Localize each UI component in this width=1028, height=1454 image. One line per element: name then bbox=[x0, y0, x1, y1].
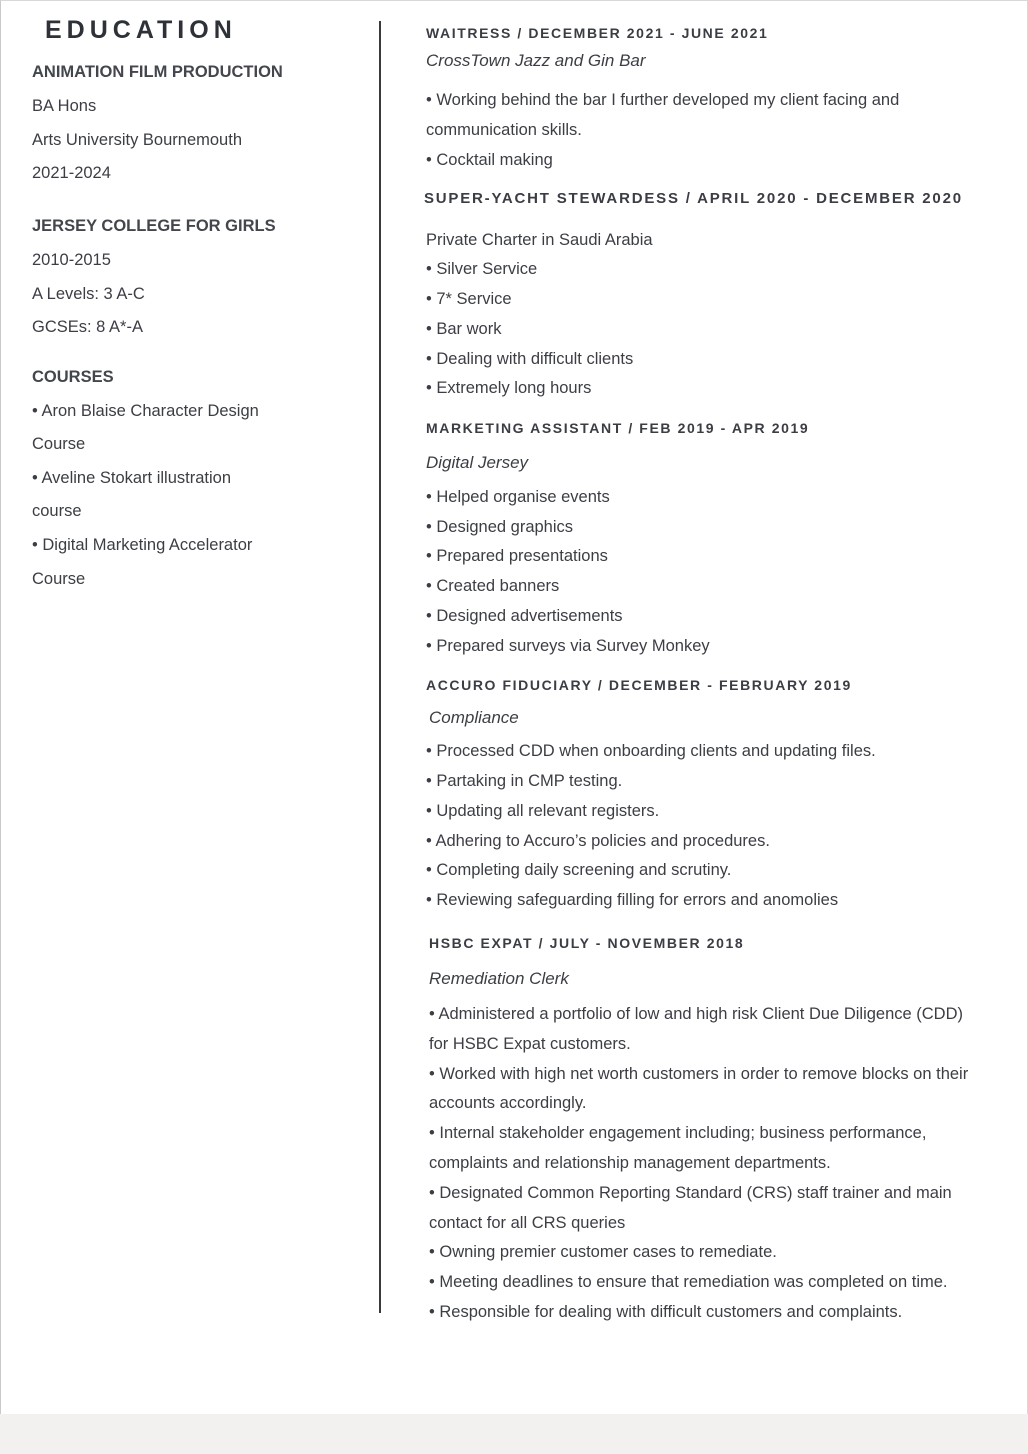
hsbc-line: • Worked with high net worth customers in order to remove blocks on their bbox=[429, 1065, 969, 1083]
marketing-line: • Designed advertisements bbox=[426, 607, 623, 625]
hsbc-line: complaints and relationship management departments. bbox=[429, 1154, 831, 1172]
accuro-line: • Adhering to Accuro’s policies and procedures. bbox=[426, 832, 770, 850]
accuro-heading: ACCURO FIDUCIARY / DECEMBER - FEBRUARY 2019 bbox=[426, 677, 852, 693]
marketing-employer: Digital Jersey bbox=[426, 453, 529, 472]
animation-degree: BA Hons bbox=[32, 97, 97, 115]
waitress-line: • Working behind the bar I further developed my client facing and bbox=[426, 91, 900, 109]
waitress-heading: WAITRESS / DECEMBER 2021 - JUNE 2021 bbox=[426, 25, 769, 41]
jersey-years: 2010-2015 bbox=[32, 251, 111, 269]
marketing-line: • Created banners bbox=[426, 577, 560, 595]
hsbc-line: for HSBC Expat customers. bbox=[429, 1035, 631, 1053]
marketing-line: • Prepared surveys via Survey Monkey bbox=[426, 637, 710, 655]
yacht-line: • 7* Service bbox=[426, 290, 512, 308]
jersey-alevels: A Levels: 3 A-C bbox=[32, 285, 145, 303]
course-line: course bbox=[32, 502, 82, 520]
waitress-line: • Cocktail making bbox=[426, 151, 553, 169]
marketing-line: • Helped organise events bbox=[426, 488, 610, 506]
course-line: • Digital Marketing Accelerator bbox=[32, 536, 253, 554]
accuro-line: • Updating all relevant registers. bbox=[426, 802, 660, 820]
hsbc-line: contact for all CRS queries bbox=[429, 1214, 626, 1232]
accuro-line: • Reviewing safeguarding filling for errors and anomolies bbox=[426, 891, 839, 909]
hsbc-line: accounts accordingly. bbox=[429, 1094, 587, 1112]
hsbc-heading: HSBC EXPAT / JULY - NOVEMBER 2018 bbox=[429, 935, 745, 951]
yacht-line: • Extremely long hours bbox=[426, 379, 592, 397]
yacht-heading: SUPER-YACHT STEWARDESS / APRIL 2020 - DECEMBER 2020 bbox=[424, 190, 963, 207]
course-line: • Aron Blaise Character Design bbox=[32, 402, 259, 420]
courses-heading: COURSES bbox=[32, 368, 114, 386]
hsbc-line: • Meeting deadlines to ensure that remediation was completed on time. bbox=[429, 1273, 948, 1291]
waitress-line: communication skills. bbox=[426, 121, 582, 139]
animation-heading: ANIMATION FILM PRODUCTION bbox=[32, 63, 283, 81]
hsbc-line: • Administered a portfolio of low and high risk Client Due Diligence (CDD) bbox=[429, 1005, 964, 1023]
yacht-line: • Dealing with difficult clients bbox=[426, 350, 634, 368]
column-divider bbox=[379, 21, 381, 1313]
yacht-line: Private Charter in Saudi Arabia bbox=[426, 231, 653, 249]
accuro-line: • Completing daily screening and scrutiny. bbox=[426, 861, 732, 879]
accuro-line: • Partaking in CMP testing. bbox=[426, 772, 623, 790]
animation-university: Arts University Bournemouth bbox=[32, 131, 242, 149]
course-line: Course bbox=[32, 435, 86, 453]
yacht-line: • Bar work bbox=[426, 320, 502, 338]
hsbc-role: Remediation Clerk bbox=[429, 969, 569, 988]
education-title: EDUCATION bbox=[45, 16, 237, 44]
hsbc-line: • Designated Common Reporting Standard (CRS) staff trainer and main bbox=[429, 1184, 952, 1202]
waitress-employer: CrossTown Jazz and Gin Bar bbox=[426, 51, 646, 70]
course-line: Course bbox=[32, 570, 86, 588]
marketing-line: • Designed graphics bbox=[426, 518, 574, 536]
animation-years: 2021-2024 bbox=[32, 164, 111, 182]
hsbc-line: • Internal stakeholder engagement including; business performance, bbox=[429, 1124, 927, 1142]
accuro-role: Compliance bbox=[429, 708, 519, 727]
jersey-heading: JERSEY COLLEGE FOR GIRLS bbox=[32, 217, 276, 235]
jersey-gcses: GCSEs: 8 A*-A bbox=[32, 318, 143, 336]
hsbc-line: • Responsible for dealing with difficult customers and complaints. bbox=[429, 1303, 903, 1321]
marketing-line: • Prepared presentations bbox=[426, 547, 608, 565]
course-line: • Aveline Stokart illustration bbox=[32, 469, 231, 487]
marketing-heading: MARKETING ASSISTANT / FEB 2019 - APR 2019 bbox=[426, 420, 810, 436]
accuro-line: • Processed CDD when onboarding clients and updating files. bbox=[426, 742, 876, 760]
hsbc-line: • Owning premier customer cases to remediate. bbox=[429, 1243, 777, 1261]
yacht-line: • Silver Service bbox=[426, 260, 538, 278]
